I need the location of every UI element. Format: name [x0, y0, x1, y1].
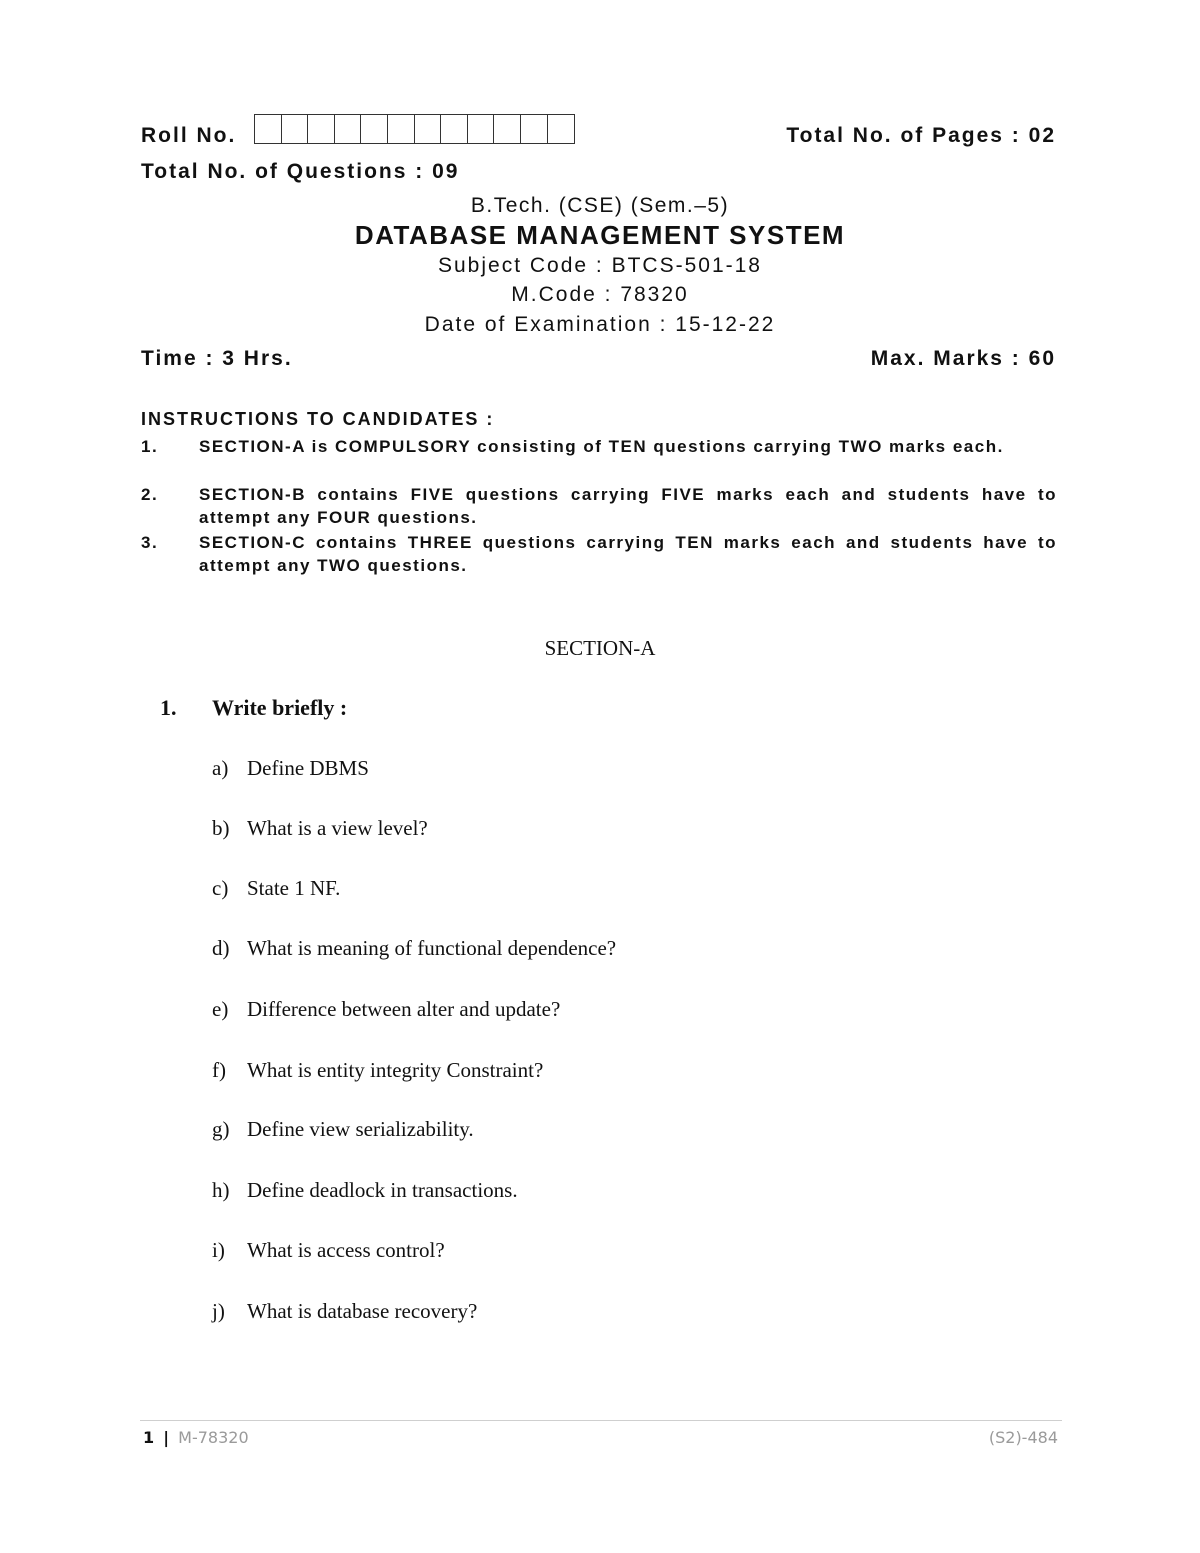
roll-box[interactable]: [361, 115, 388, 143]
question-number: 1.: [160, 695, 177, 720]
subquestion-text: What is meaning of functional dependence?: [247, 936, 617, 960]
instruction-number: 1.: [141, 437, 159, 456]
instructions-title: INSTRUCTIONS TO CANDIDATES :: [141, 409, 495, 429]
subquestion-text: What is a view level?: [247, 816, 428, 840]
exam-time: Time : 3 Hrs.: [141, 347, 293, 370]
m-code: M.Code : 78320: [511, 283, 689, 306]
subquestion-text: Define deadlock in transactions.: [247, 1178, 518, 1202]
subquestion-letter: e): [212, 997, 229, 1021]
total-pages: Total No. of Pages : 02: [786, 124, 1056, 147]
question-title: Write briefly :: [212, 695, 348, 720]
subquestion: [212, 1117, 912, 1145]
instruction-number: 2.: [141, 485, 159, 504]
total-questions: Total No. of Questions : 09: [141, 160, 460, 183]
subquestion: [212, 997, 912, 1025]
roll-box[interactable]: [468, 115, 495, 143]
subquestion-text: Define DBMS: [247, 756, 369, 780]
subquestion: [212, 876, 912, 904]
subquestion-text: State 1 NF.: [247, 876, 341, 900]
subquestion: [212, 816, 912, 844]
page-number: 1: [143, 1428, 155, 1447]
subquestion-text: What is entity integrity Constraint?: [247, 1058, 544, 1082]
subquestion-letter: i): [212, 1238, 225, 1262]
section-a-heading: SECTION-A: [544, 636, 656, 660]
instruction-item: [141, 531, 1057, 579]
page-footer-left: [143, 1428, 249, 1447]
subquestion-text: What is access control?: [247, 1238, 445, 1262]
subquestion-letter: f): [212, 1058, 226, 1082]
roll-box[interactable]: [548, 115, 575, 143]
footer-code: M-78320: [178, 1428, 249, 1447]
subquestion-letter: h): [212, 1178, 230, 1202]
subquestion-letter: g): [212, 1117, 230, 1141]
instruction-number: 3.: [141, 533, 159, 552]
exam-date: Date of Examination : 15-12-22: [424, 313, 776, 336]
subquestion: [212, 1299, 912, 1327]
instruction-text: SECTION-A is COMPULSORY consisting of TEN questions carrying TWO marks each.: [199, 437, 1004, 456]
subquestion: [212, 1238, 912, 1266]
subquestion-letter: c): [212, 876, 229, 900]
instruction-item: [141, 483, 1057, 531]
roll-box[interactable]: [255, 115, 282, 143]
max-marks: Max. Marks : 60: [870, 347, 1056, 370]
subquestion: [212, 936, 912, 964]
instruction-text: SECTION-C contains THREE questions carrying TEN marks each and students have to attempt any TWO questions.: [199, 533, 1057, 575]
page-footer-right: (S2)-484: [988, 1428, 1058, 1447]
subquestion-letter: j): [212, 1299, 225, 1323]
subject-code: Subject Code : BTCS-501-18: [438, 254, 762, 277]
subquestion-letter: a): [212, 756, 229, 780]
instruction-text: SECTION-B contains FIVE questions carrying FIVE marks each and students have to attempt any FOUR questions.: [199, 485, 1057, 527]
subquestion: [212, 1058, 912, 1086]
roll-box[interactable]: [521, 115, 548, 143]
subquestion-text: What is database recovery?: [247, 1299, 478, 1323]
roll-box[interactable]: [388, 115, 415, 143]
subject-title: DATABASE MANAGEMENT SYSTEM: [354, 220, 846, 250]
subquestion: [212, 1178, 912, 1206]
roll-no-boxes[interactable]: [254, 114, 575, 144]
footer-divider: [140, 1420, 1062, 1421]
instruction-item: [141, 435, 1057, 483]
roll-box[interactable]: [415, 115, 442, 143]
roll-box[interactable]: [308, 115, 335, 143]
subquestion-text: Difference between alter and update?: [247, 997, 561, 1021]
roll-box[interactable]: [494, 115, 521, 143]
subquestion-letter: d): [212, 936, 230, 960]
footer-separator: |: [163, 1428, 170, 1447]
roll-box[interactable]: [335, 115, 362, 143]
subquestion: [212, 756, 912, 784]
subquestion-letter: b): [212, 816, 230, 840]
course-title: B.Tech. (CSE) (Sem.–5): [470, 194, 730, 217]
roll-box[interactable]: [441, 115, 468, 143]
roll-box[interactable]: [282, 115, 309, 143]
roll-no-label: Roll No.: [141, 124, 237, 147]
subquestion-text: Define view serializability.: [247, 1117, 474, 1141]
